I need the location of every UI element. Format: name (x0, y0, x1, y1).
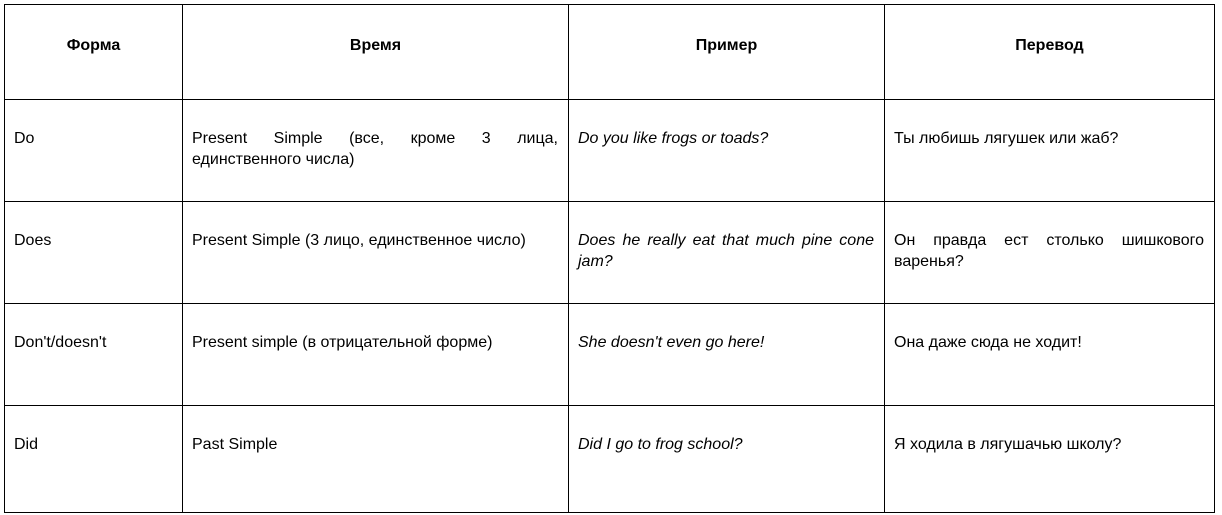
column-header-translation: Перевод (885, 5, 1215, 100)
example-cell: Do you like frogs or toads? (569, 100, 885, 202)
form-cell: Did (5, 406, 183, 513)
form-cell: Do (5, 100, 183, 202)
translation-cell: Ты любишь лягушек или жаб? (885, 100, 1215, 202)
table-row (5, 304, 1215, 406)
translation-cell: Он правда ест столько шишкового варенья? (885, 202, 1215, 304)
table-row (5, 406, 1215, 513)
tense-cell: Present simple (в отрицательной форме) (183, 304, 569, 406)
example-cell: She doesn't even go here! (569, 304, 885, 406)
tense-cell: Present Simple (3 лицо, единственное число) (183, 202, 569, 304)
translation-cell: Она даже сюда не ходит! (885, 304, 1215, 406)
form-cell: Don't/doesn't (5, 304, 183, 406)
column-header-example: Пример (569, 5, 885, 100)
table-row (5, 100, 1215, 202)
grammar-table (4, 4, 1215, 513)
column-header-form: Форма (5, 5, 183, 100)
table-row (5, 202, 1215, 304)
table-header-row (5, 5, 1215, 100)
tense-cell: Present Simple (все, кроме 3 лица, единственного числа) (183, 100, 569, 202)
example-cell: Did I go to frog school? (569, 406, 885, 513)
tense-cell: Past Simple (183, 406, 569, 513)
translation-cell: Я ходила в лягушачью школу? (885, 406, 1215, 513)
column-header-tense: Время (183, 5, 569, 100)
form-cell: Does (5, 202, 183, 304)
example-cell: Does he really eat that much pine cone jam? (569, 202, 885, 304)
